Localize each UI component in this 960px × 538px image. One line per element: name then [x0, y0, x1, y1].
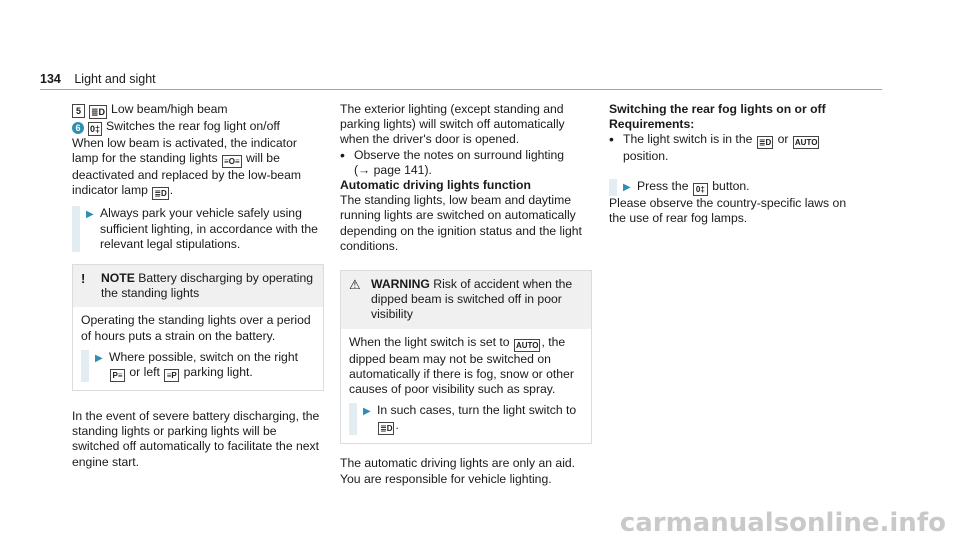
- action-step: [72, 206, 324, 252]
- note-text: Operating the standing lights over a period of hours puts a strain on the battery.: [81, 313, 311, 343]
- bullet-text-part: position.: [623, 149, 669, 164]
- action-step: [609, 179, 861, 196]
- auto-light-icon: AUTO: [515, 340, 539, 350]
- action-bar: [72, 206, 80, 252]
- note-header: [73, 265, 323, 307]
- low-beam-icon: ≣D: [380, 424, 393, 434]
- arrow-icon: ▶: [623, 181, 631, 193]
- legend-item-5: [72, 102, 324, 119]
- paragraph-automatic: The standing lights, low beam and daytime running lights are switched on automatically depending on the ignition status and the light conditions.: [340, 193, 582, 253]
- warning-text-part: , the dipped beam may not be switched on automatically if there is fog, snow or other causes of poor visibility such as spray.: [349, 334, 574, 397]
- section-title: Light and sight: [74, 72, 156, 86]
- requirements-label: Requirements:: [609, 117, 695, 132]
- action-text-part: In such cases, turn the light switch to: [377, 403, 577, 418]
- action-text: [377, 403, 576, 435]
- bullet-dot: •: [609, 131, 614, 148]
- page-header: [40, 72, 156, 87]
- rear-fog-light-icon: 0‡: [90, 124, 101, 134]
- auto-light-icon: AUTO: [794, 138, 818, 148]
- arrow-icon: ▶: [363, 406, 371, 418]
- watermark-text: carmanualsonline.info: [619, 507, 946, 538]
- bullet-item: [609, 132, 861, 164]
- arrow-icon: ▶: [86, 209, 94, 221]
- legend-item-6-text: Switches the rear fog light on/off: [106, 119, 280, 133]
- low-beam-icon: ≣D: [91, 107, 106, 117]
- paragraph-text: When low beam is activated, the indicator lamp for the standing lights: [72, 136, 297, 166]
- warning-triangle-icon: ⚠: [349, 277, 361, 293]
- note-box: [72, 264, 324, 391]
- marker-5: 5: [72, 104, 85, 118]
- action-bar: [349, 403, 357, 435]
- low-beam-icon: ≣D: [758, 138, 772, 148]
- bullet-text: [354, 148, 564, 178]
- rear-fog-light-icon: 0‡: [693, 183, 708, 196]
- paragraph-text: will be deactivated and replaced by the low-beam indicator lamp: [72, 151, 301, 198]
- action-text-part: or left: [129, 365, 160, 380]
- bullet-item: [340, 148, 592, 178]
- spacer: [340, 444, 592, 456]
- warning-header: [341, 271, 591, 329]
- paragraph-battery: In the event of severe battery discharging, the standing lights or parking lights will be switched off automatically to facilitate the next engine start.: [72, 409, 320, 469]
- legend-item-5-text: Low beam/high beam: [111, 102, 228, 116]
- note-title: Battery discharging by operating the standing lights: [101, 271, 314, 301]
- page-number: 134: [40, 72, 61, 86]
- warning-box: [340, 270, 592, 444]
- section-heading: Switching the rear fog lights on or off: [609, 102, 826, 116]
- bullet-dot: •: [340, 146, 345, 163]
- arrow-icon: ▶: [95, 352, 103, 364]
- warning-title: Risk of accident when the dipped beam is switched off in poor visibility: [371, 277, 573, 322]
- low-beam-icon: ≣D: [154, 189, 167, 199]
- bullet-text-part: The light switch is in the: [623, 132, 753, 147]
- page-reference-link[interactable]: (→ page 141).: [354, 162, 432, 177]
- note-label: NOTE: [101, 271, 135, 286]
- action-text: Always park your vehicle safely using sufficient lighting, in accordance with the relevant legal stipulations.: [100, 206, 318, 251]
- paragraph-exterior-lighting: The exterior lighting (except standing and parking lights) will switch off automatically when the driver's door is opened.: [340, 102, 565, 147]
- action-text: [637, 179, 750, 196]
- header-divider: [40, 89, 882, 90]
- action-text-part: .: [395, 418, 399, 433]
- action-bar: [609, 179, 617, 196]
- bullet-text: [623, 132, 861, 164]
- action-text: [109, 350, 315, 382]
- action-text-part: parking light.: [183, 365, 253, 380]
- warning-text-part: When the light switch is set to: [349, 334, 510, 349]
- paragraph-country-laws: Please observe the country-specific laws on the use of rear fog lamps.: [609, 195, 847, 225]
- marker-6: 6: [72, 122, 84, 134]
- column-2: [340, 102, 592, 487]
- action-step: [81, 350, 315, 382]
- paragraph-text: .: [169, 183, 174, 198]
- action-text-part: Where possible, switch on the right: [109, 349, 298, 364]
- standing-lights-icon: ≡O≡: [224, 157, 240, 167]
- note-body: [73, 307, 323, 390]
- warning-body: [341, 329, 591, 444]
- spacer: [609, 165, 861, 173]
- warning-text: [349, 335, 583, 398]
- spacer: [72, 391, 324, 409]
- warning-label: WARNING: [371, 277, 430, 292]
- note-heading: [101, 271, 315, 301]
- legend-item-6: [72, 119, 324, 136]
- exclamation-icon: !: [81, 271, 86, 287]
- action-text-part: Press the: [637, 178, 689, 193]
- bullet-text-part: or: [777, 132, 789, 147]
- parking-light-left-icon: ≡P: [164, 369, 179, 382]
- action-step: [349, 403, 583, 435]
- action-bar: [81, 350, 89, 382]
- parking-light-right-icon: P≡: [110, 369, 125, 382]
- warning-heading: [371, 277, 583, 323]
- action-text-part: button.: [712, 178, 750, 193]
- paragraph-low-beam: [72, 136, 324, 200]
- column-1: [72, 102, 324, 470]
- bullet-text-part: Observe the notes on surround lighting: [354, 147, 565, 162]
- paragraph-aid: The automatic driving lights are only an aid. You are responsible for vehicle lighting.: [340, 456, 576, 486]
- section-heading: Automatic driving lights function: [340, 178, 531, 193]
- column-3: [609, 102, 861, 226]
